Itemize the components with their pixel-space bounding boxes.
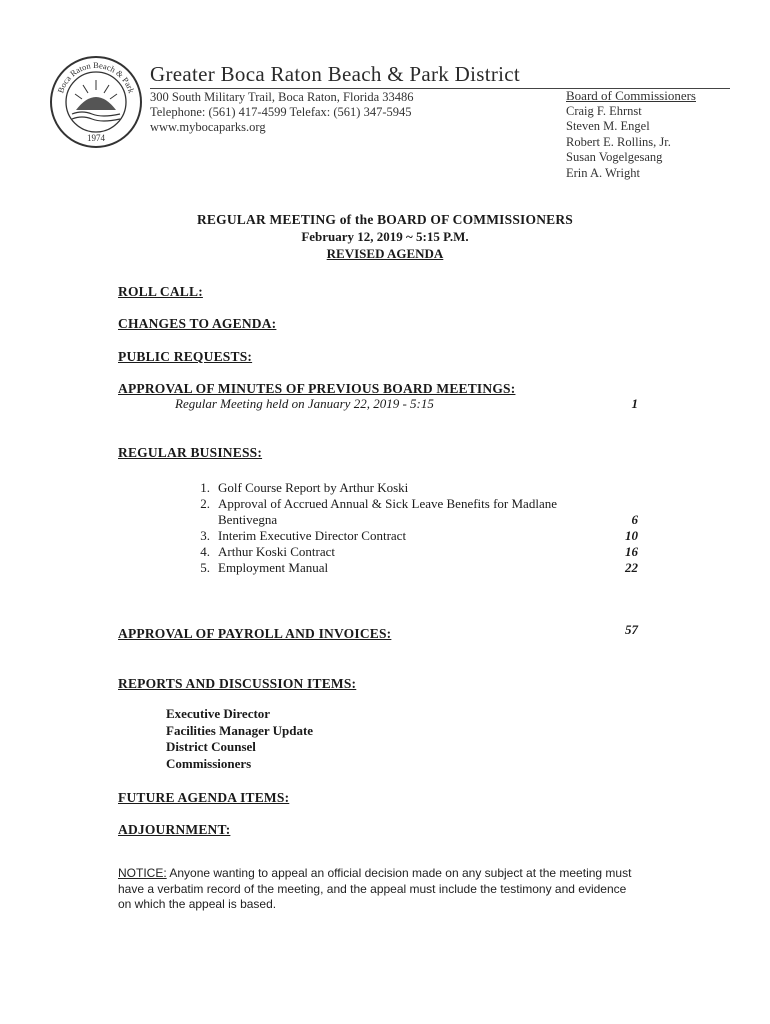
board-member: Craig F. Ehrnst <box>566 103 642 118</box>
section-reports: REPORTS AND DISCUSSION ITEMS: <box>118 676 357 691</box>
notice-text: Anyone wanting to appeal an official decision made on any subject at the meeting must have a verbatim record of the meeting, and the appeal must include the testimony and evidence on which the appeal is based. <box>118 866 632 911</box>
section-regular-business: REGULAR BUSINESS: <box>118 445 263 460</box>
org-name: Greater Boca Raton Beach & Park District <box>150 62 730 89</box>
district-seal-icon <box>48 54 144 150</box>
page-number: 6 <box>631 512 638 527</box>
reports-list <box>166 706 313 772</box>
seal-year: 1974 <box>87 133 105 143</box>
page-number: 57 <box>625 622 638 637</box>
board-member: Steven M. Engel <box>566 119 650 133</box>
board-member: Robert E. Rollins, Jr. <box>566 134 671 149</box>
board-member: Erin A. Wright <box>566 165 640 180</box>
page-number: 1 <box>631 396 638 411</box>
board-member: Susan Vogelgesang <box>566 150 663 164</box>
page-number: 22 <box>625 560 638 575</box>
org-phone: Telephone: (561) 417-4599 Telefax: (561) 347-5945 <box>150 105 412 119</box>
section-public-requests: PUBLIC REQUESTS: <box>118 349 253 364</box>
notice-paragraph <box>118 866 638 913</box>
minutes-item: Regular Meeting held on January 22, 2019 - 5:15 <box>175 396 434 411</box>
list-item: 4. Arthur Koski Contract <box>200 544 335 559</box>
list-item: Executive Director <box>166 706 271 721</box>
board-title: Board of Commissioners <box>566 88 696 103</box>
meeting-title: REGULAR MEETING of the BOARD OF COMMISSIONERS <box>196 212 574 227</box>
list-item: 2. Approval of Accrued Annual & Sick Leave Benefits for Madlane Bentivegna <box>200 496 557 527</box>
section-future-items: FUTURE AGENDA ITEMS: <box>118 790 290 805</box>
org-address: 300 South Military Trail, Boca Raton, Florida 33486 <box>150 90 414 104</box>
list-item: Commissioners <box>166 755 252 771</box>
board-list <box>566 88 696 181</box>
page-number: 10 <box>625 528 638 543</box>
meeting-date: February 12, 2019 ~ 5:15 P.M. <box>301 229 469 244</box>
section-changes: CHANGES TO AGENDA: <box>118 316 277 331</box>
agenda-label: REVISED AGENDA <box>326 246 444 261</box>
org-website: www.mybocaparks.org <box>150 120 266 134</box>
section-adjournment: ADJOURNMENT: <box>118 822 231 837</box>
notice-label: NOTICE: <box>118 866 167 880</box>
list-item: 3. Interim Executive Director Contract <box>200 528 407 543</box>
page-number: 16 <box>625 544 638 559</box>
section-approval-minutes: APPROVAL OF MINUTES OF PREVIOUS BOARD MEETINGS: <box>118 381 516 396</box>
meeting-heading <box>0 212 770 262</box>
list-item: District Counsel <box>166 739 256 754</box>
section-payroll: APPROVAL OF PAYROLL AND INVOICES: <box>118 626 392 641</box>
section-roll-call: ROLL CALL: <box>118 284 203 299</box>
list-item: Facilities Manager Update <box>166 722 314 738</box>
list-item: 1. Golf Course Report by Arthur Koski <box>200 480 409 495</box>
seal-top-text: Boca Raton Beach & Park <box>55 60 137 95</box>
list-item: 5. Employment Manual <box>200 560 329 575</box>
business-list <box>190 480 598 576</box>
